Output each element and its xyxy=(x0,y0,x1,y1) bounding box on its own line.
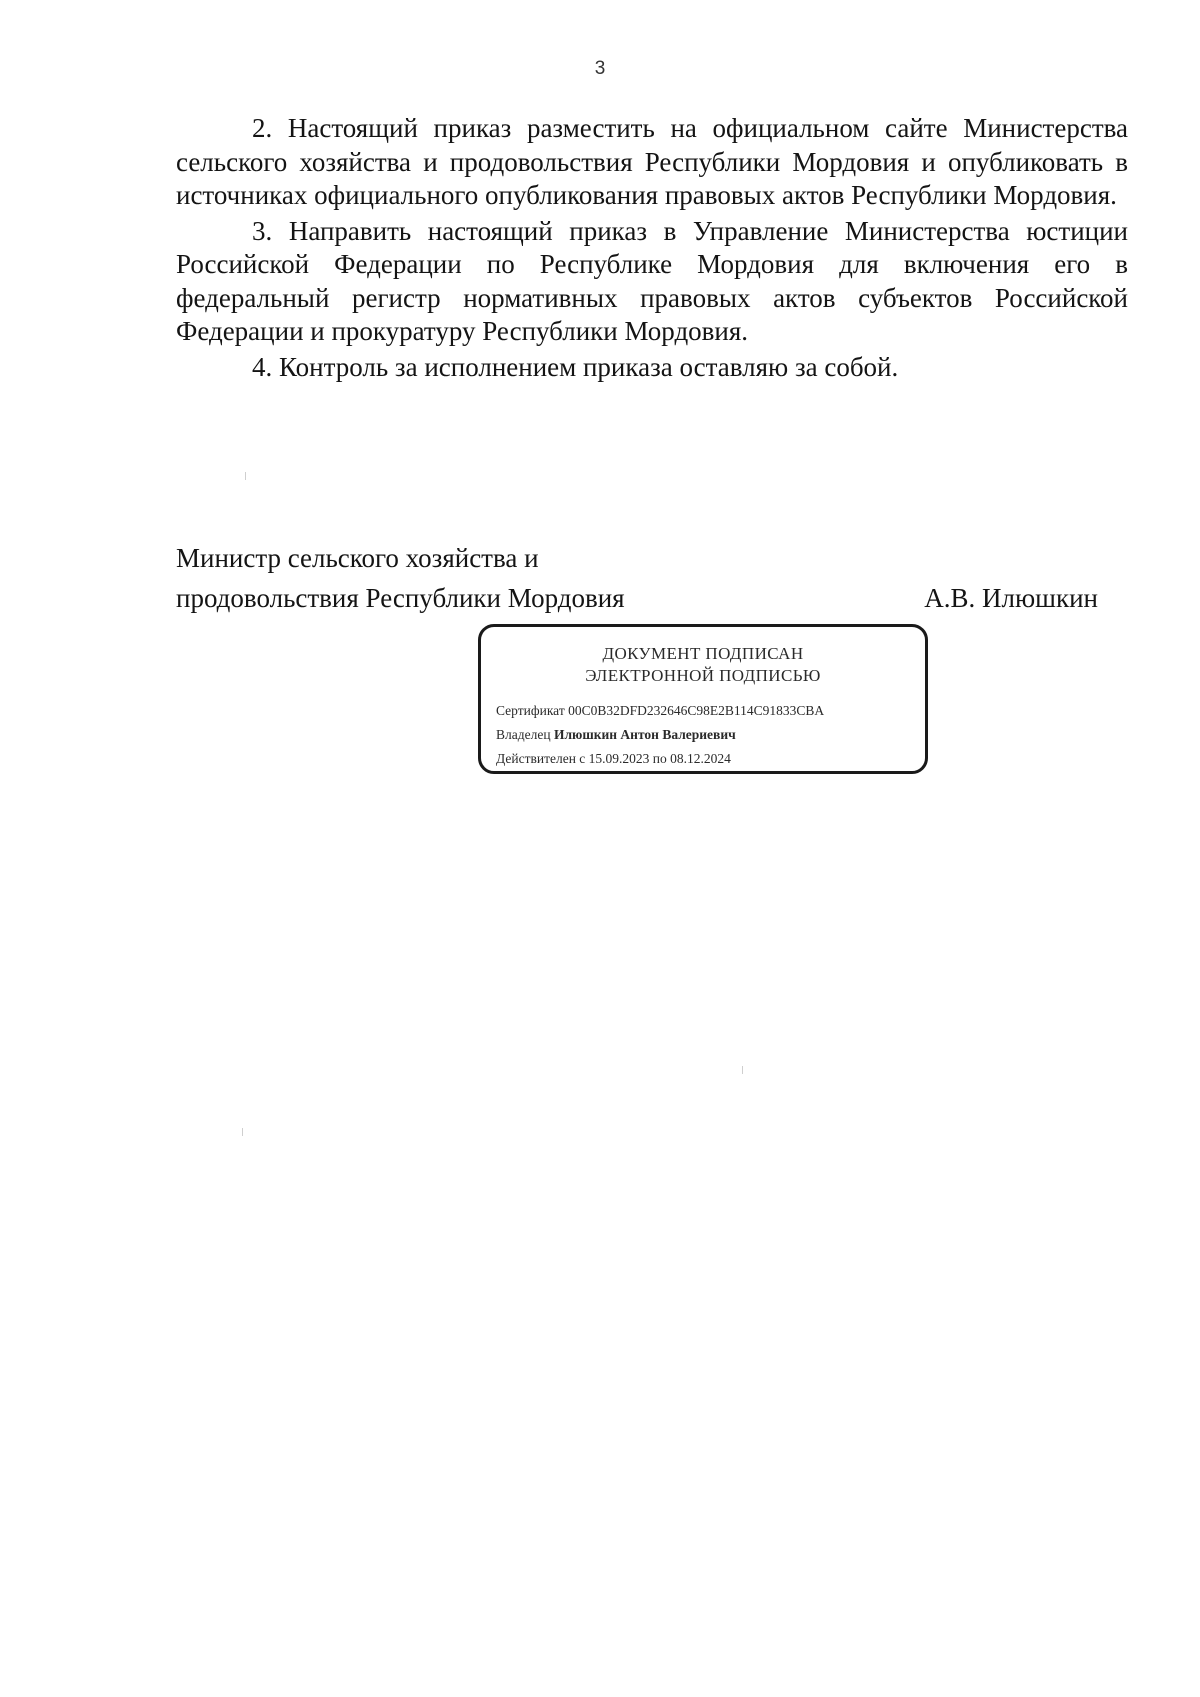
order-body xyxy=(176,112,1128,384)
stamp-validity-to-label: по xyxy=(652,751,667,766)
signer-name: А.В. Илюшкин xyxy=(924,583,1098,613)
electronic-signature-stamp xyxy=(478,624,928,774)
signer-title-line-1: Министр сельского хозяйства и xyxy=(176,543,539,573)
stamp-certificate-label: Сертификат xyxy=(496,703,565,718)
paragraph-registration: 3. Направить настоящий приказ в Управление Министерства юстиции Российской Федерации по Республике Мордовия для включения его в федеральный регистр нормативных правовых актов субъектов Российской Федерации и прокуратуру Республики Мордовия. xyxy=(176,215,1128,346)
scan-speck xyxy=(242,1128,243,1136)
signer-title-line-2: продовольствия Республики Мордовия xyxy=(176,583,625,613)
stamp-heading-line-1: ДОКУМЕНТ ПОДПИСАН xyxy=(602,644,804,663)
stamp-valid-from: 15.09.2023 xyxy=(588,751,650,766)
paragraph-publication: 2. Настоящий приказ разместить на официальном сайте Министерства сельского хозяйства и продовольствия Республики Мордовия и опубликовать в источниках официального опубликования правовых актов Республики Мордовия. xyxy=(176,113,1128,210)
stamp-owner-value: Илюшкин Антон Валериевич xyxy=(553,727,736,742)
page-number: 3 xyxy=(594,58,606,79)
stamp-validity-label: Действителен с xyxy=(496,751,586,766)
stamp-details xyxy=(496,699,925,771)
stamp-certificate-row xyxy=(496,699,925,723)
stamp-validity-row xyxy=(496,747,925,771)
stamp-owner-row xyxy=(496,723,925,747)
stamp-owner-label: Владелец xyxy=(496,727,551,742)
stamp-valid-to: 08.12.2024 xyxy=(670,751,731,766)
paragraph-control: 4. Контроль за исполнением приказа оставляю за собой. xyxy=(252,351,899,382)
stamp-heading xyxy=(481,643,925,687)
stamp-heading-line-2: ЭЛЕКТРОННОЙ ПОДПИСЬЮ xyxy=(585,666,821,685)
signature-block xyxy=(176,538,1098,618)
stamp-certificate-value: 00C0B32DFD232646C98E2B114C91833CBA xyxy=(568,703,825,718)
scan-speck xyxy=(742,1066,743,1074)
scan-speck xyxy=(245,472,246,480)
